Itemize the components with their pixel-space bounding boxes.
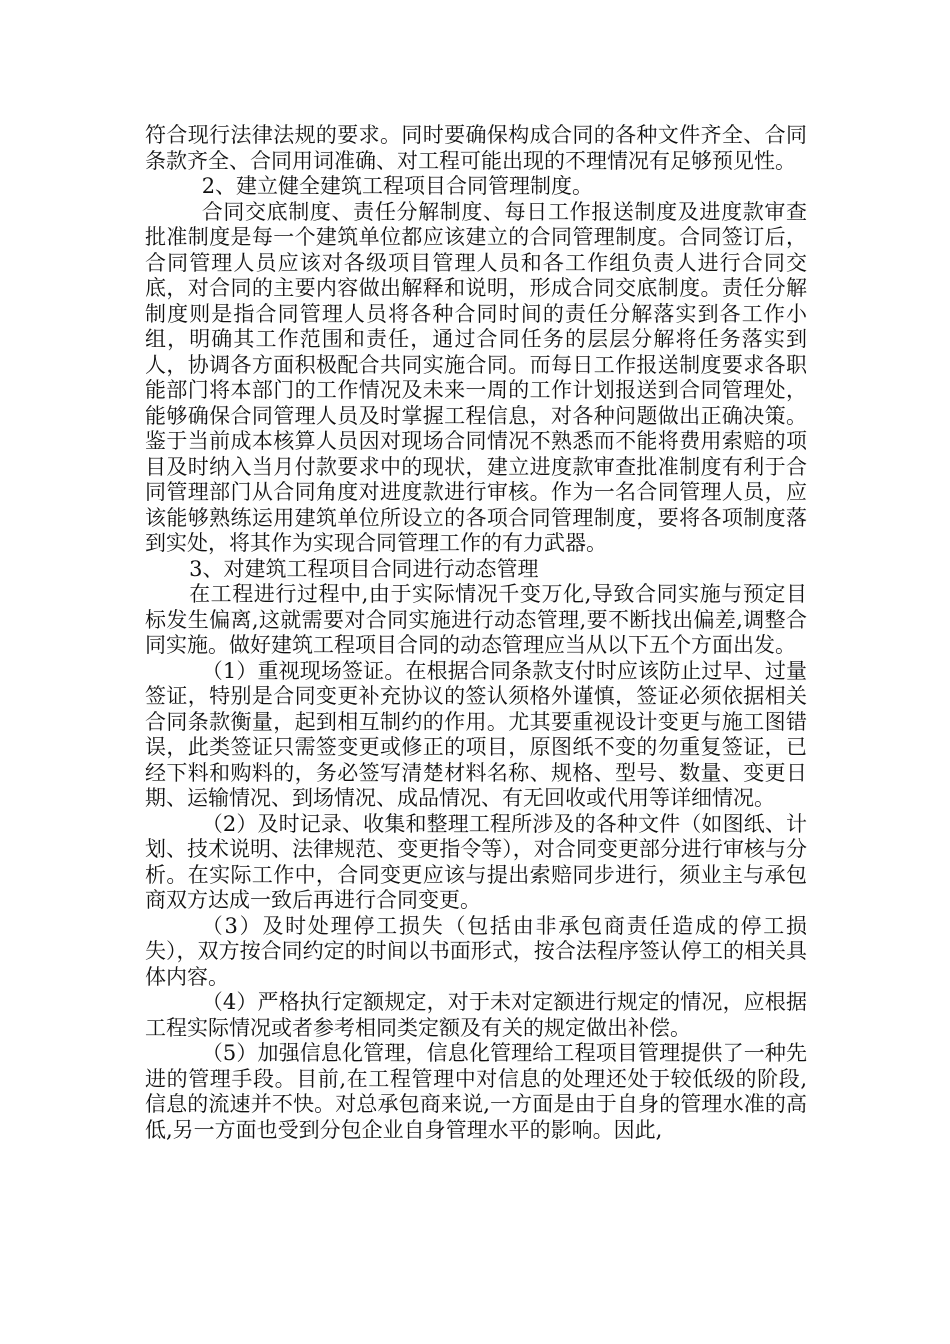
heading-section-3: 3、对建筑工程项目合同进行动态管理 <box>189 556 539 581</box>
paragraph-item-3: （3）及时处理停工损失（包括由非承包商责任造成的停工损失），双方按合同约定的时间以书面形式，按合法程序签认停工的相关具体内容。 <box>145 913 807 989</box>
paragraph-item-2: （2）及时记录、收集和整理工程所涉及的各种文件（如图纸、计划、技术说明、法律规范、变更指令等），对合同变更部分进行审核与分析。在实际工作中，合同变更应该与提出索赔同步进行，须业主与承包商双方达成一致后再进行合同变更。 <box>145 811 807 912</box>
paragraph-item-1: （1）重视现场签证。在根据合同条款支付时应该防止过早、过量签证，特别是合同变更补充协议的签认须格外谨慎，签证必须依据相关合同条款衡量，起到相互制约的作用。尤其要重视设计变更与施工图错误，此类签证只需签变更或修正的项目，原图纸不变的勿重复签证，已经下料和购料的，务必签写清楚材料名称、规格、型号、数量、变更日期、运输情况、到场情况、成品情况、有无回收或代用等详细情况。 <box>145 658 807 810</box>
paragraph-dynamic-management: 在工程进行过程中,由于实际情况千变万化,导致合同实施与预定目标发生偏离,这就需要对合同实施进行动态管理,要不断找出偏差,调整合同实施。做好建筑工程项目合同的动态管理应当从以下五个方面出发。 <box>145 582 807 657</box>
paragraph-item-4: （4）严格执行定额规定，对于未对定额进行规定的情况，应根据工程实际情况或者参考相同类定额及有关的规定做出补偿。 <box>145 990 807 1040</box>
document-body <box>145 123 807 1143</box>
paragraph-item-5: （5）加强信息化管理，信息化管理给工程项目管理提供了一种先进的管理手段。目前,在工程管理中对信息的处理还处于较低级的阶段,信息的流速并不快。对总承包商来说,一方面是由于自身的管理水准的高低,另一方面也受到分包企业自身管理水平的影响。因此, <box>145 1041 807 1142</box>
paragraph-contract-requirements: 符合现行法律法规的要求。同时要确保构成合同的各种文件齐全、合同条款齐全、合同用词准确、对工程可能出现的不理情况有足够预见性。 <box>145 123 807 173</box>
paragraph-management-systems: 合同交底制度、责任分解制度、每日工作报送制度及进度款审查批准制度是每一个建筑单位都应该建立的合同管理制度。合同签订后，合同管理人员应该对各级项目管理人员和各工作组负责人进行合同交底，对合同的主要内容做出解释和说明，形成合同交底制度。责任分解制度则是指合同管理人员将各种合同时间的责任分解落实到各工作小组，明确其工作范围和责任，通过合同任务的层层分解将任务落实到人，协调各方面积极配合共同实施合同。而每日工作报送制度要求各职能部门将本部门的工作情况及未来一周的工作计划报送到合同管理处，能够确保合同管理人员及时掌握工程信息，对各种问题做出正确决策。鉴于当前成本核算人员因对现场合同情况不熟悉而不能将费用索赔的项目及时纳入当月付款要求中的现状，建立进度款审查批准制度有利于合同管理部门从合同角度对进度款进行审核。作为一名合同管理人员，应该能够熟练运用建筑单位所设立的各项合同管理制度，要将各项制度落到实处，将其作为实现合同管理工作的有力武器。 <box>145 199 807 555</box>
heading-section-2: 2、建立健全建筑工程项目合同管理制度。 <box>201 174 594 198</box>
